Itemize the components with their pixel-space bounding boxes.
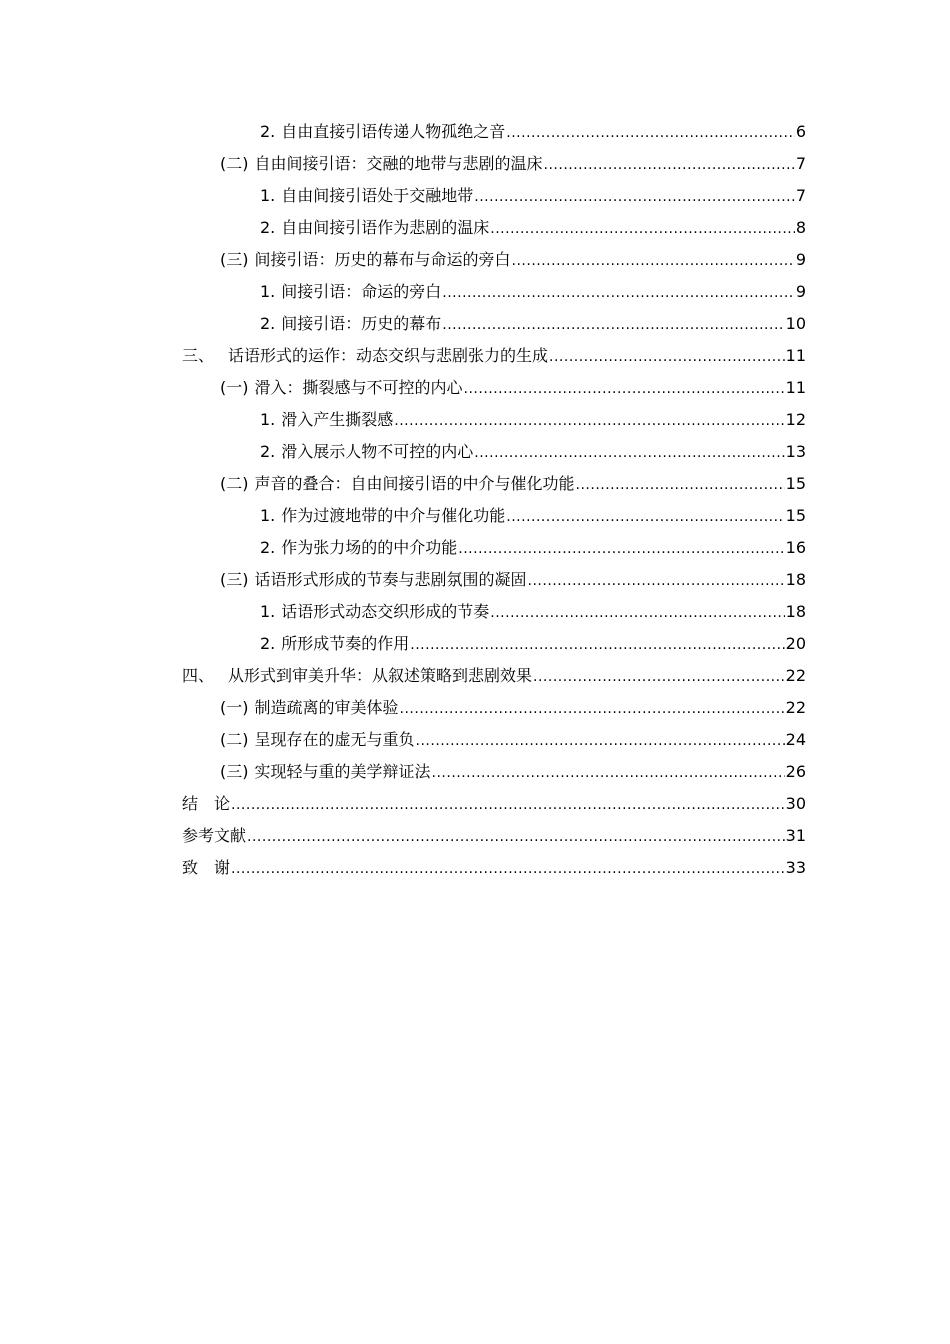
toc-entry-page: 7: [795, 186, 806, 205]
toc-entry-page: 30: [785, 794, 806, 813]
toc-entry-page: 24: [785, 730, 806, 749]
toc-leader-dots: [458, 533, 784, 565]
toc-leader-dots: [442, 277, 795, 309]
toc-entry-number: 1.: [260, 410, 276, 429]
toc-entry-title: 声音的叠合：自由间接引语的中介与催化功能: [254, 474, 575, 493]
toc-entry-number: 2.: [260, 634, 276, 653]
toc-leader-dots: [506, 501, 784, 533]
toc-entry-number: 2.: [260, 538, 276, 557]
toc-entry[interactable]: [182, 148, 806, 180]
toc-entry-page: 22: [785, 698, 806, 717]
toc-entry[interactable]: [182, 276, 806, 308]
toc-entry[interactable]: [182, 756, 806, 788]
toc-entry-page: 7: [795, 154, 806, 173]
toc-entry[interactable]: [182, 436, 806, 468]
toc-entry-number: 2.: [260, 442, 276, 461]
toc-entry-number: (一): [220, 698, 249, 717]
toc-entry[interactable]: [182, 692, 806, 724]
toc-entry-number: 1.: [260, 282, 276, 301]
toc-entry-title: 实现轻与重的美学辩证法: [254, 762, 431, 781]
toc-entry-title: 自由间接引语：交融的地带与悲剧的温床: [254, 154, 543, 173]
toc-entry[interactable]: [182, 308, 806, 340]
toc-entry-page: 31: [785, 826, 806, 845]
toc-entry[interactable]: [182, 180, 806, 212]
toc-entry[interactable]: [182, 564, 806, 596]
toc-leader-dots: [490, 597, 784, 629]
toc-entry[interactable]: [182, 244, 806, 276]
toc-entry-title: 话语形式形成的节奏与悲剧氛围的凝固: [254, 570, 527, 589]
toc-leader-dots: [506, 117, 795, 149]
toc-entry[interactable]: [182, 628, 806, 660]
toc-entry-page: 16: [785, 538, 806, 557]
toc-entry-number: 四、: [182, 666, 215, 685]
toc-entry-number: 2.: [260, 218, 276, 237]
toc-entry-title: 间接引语：历史的幕布与命运的旁白: [254, 250, 511, 269]
toc-entry-title: 结 论: [182, 794, 231, 813]
toc-entry-title: 所形成节奏的作用: [281, 634, 410, 653]
toc-leader-dots: [474, 181, 795, 213]
toc-leader-dots: [410, 629, 784, 661]
toc-entry-title: 自由间接引语作为悲剧的温床: [281, 218, 490, 237]
toc-entry[interactable]: [182, 404, 806, 436]
toc-entry-page: 15: [785, 506, 806, 525]
toc-leader-dots: [400, 693, 785, 725]
toc-entry-page: 13: [785, 442, 806, 461]
toc-entry-title: 从形式到审美升华：从叙述策略到悲剧效果: [228, 666, 533, 685]
toc-entry-number: 2.: [260, 314, 276, 333]
toc-entry-page: 11: [785, 378, 806, 397]
toc-entry-title: 滑入产生撕裂感: [281, 410, 394, 429]
toc-entry[interactable]: [182, 372, 806, 404]
toc-entry[interactable]: [182, 500, 806, 532]
toc-entry-title: 致 谢: [182, 858, 231, 877]
toc-entry-number: 1.: [260, 186, 276, 205]
toc-entry-title: 作为张力场的的中介功能: [281, 538, 458, 557]
toc-entry[interactable]: [182, 340, 806, 372]
toc-entry-page: 15: [785, 474, 806, 493]
toc-leader-dots: [394, 405, 784, 437]
toc-leader-dots: [533, 661, 785, 693]
toc-entry[interactable]: [182, 212, 806, 244]
toc-entry-number: (二): [220, 154, 249, 173]
toc-entry-page: 9: [795, 282, 806, 301]
toc-entry-page: 18: [785, 602, 806, 621]
toc-leader-dots: [490, 213, 795, 245]
toc-entry-number: 1.: [260, 506, 276, 525]
toc-entry-title: 间接引语：命运的旁白: [281, 282, 442, 301]
toc-entry-title: 作为过渡地带的中介与催化功能: [281, 506, 506, 525]
toc-entry-number: (一): [220, 378, 249, 397]
toc-entry-conclusion[interactable]: [182, 788, 806, 820]
toc-leader-dots: [576, 469, 785, 501]
toc-entry-page: 26: [785, 762, 806, 781]
toc-entry-number: (三): [220, 762, 249, 781]
toc-entry-title: 话语形式的运作：动态交织与悲剧张力的生成: [228, 346, 549, 365]
toc-entry-references[interactable]: [182, 820, 806, 852]
toc-entry-number: 三、: [182, 346, 215, 365]
toc-entry-title: 滑入：撕裂感与不可控的内心: [254, 378, 463, 397]
toc-leader-dots: [416, 725, 785, 757]
toc-leader-dots: [231, 853, 785, 885]
toc-entry-page: 11: [785, 346, 806, 365]
toc-entry-title: 制造疏离的审美体验: [254, 698, 399, 717]
toc-entry-page: 33: [785, 858, 806, 877]
toc-entry-page: 22: [785, 666, 806, 685]
toc-entry-page: 6: [795, 122, 806, 141]
toc-leader-dots: [442, 309, 784, 341]
toc-entry-page: 8: [795, 218, 806, 237]
toc-entry-acknowledgements[interactable]: [182, 852, 806, 884]
table-of-contents: [182, 116, 806, 884]
toc-entry-title: 滑入展示人物不可控的内心: [281, 442, 474, 461]
toc-leader-dots: [474, 437, 784, 469]
toc-entry-page: 18: [785, 570, 806, 589]
toc-leader-dots: [247, 821, 785, 853]
toc-entry-number: (三): [220, 570, 249, 589]
toc-leader-dots: [464, 373, 785, 405]
toc-entry-number: (二): [220, 474, 249, 493]
toc-entry-title: 间接引语：历史的幕布: [281, 314, 442, 333]
toc-leader-dots: [544, 149, 795, 181]
toc-entry[interactable]: [182, 468, 806, 500]
toc-entry[interactable]: [182, 116, 806, 148]
toc-entry[interactable]: [182, 724, 806, 756]
toc-entry-page: 20: [785, 634, 806, 653]
toc-entry-number: 2.: [260, 122, 276, 141]
toc-leader-dots: [512, 245, 795, 277]
toc-entry-title: 话语形式动态交织形成的节奏: [281, 602, 490, 621]
toc-leader-dots: [528, 565, 785, 597]
toc-entry-page: 12: [785, 410, 806, 429]
toc-entry-page: 9: [795, 250, 806, 269]
toc-leader-dots: [432, 757, 785, 789]
toc-entry[interactable]: [182, 532, 806, 564]
toc-entry-title: 自由直接引语传递人物孤绝之音: [281, 122, 506, 141]
toc-entry-page: 10: [785, 314, 806, 333]
toc-entry-title: 自由间接引语处于交融地带: [281, 186, 474, 205]
toc-entry[interactable]: [182, 660, 806, 692]
toc-entry-number: (二): [220, 730, 249, 749]
toc-entry-number: (三): [220, 250, 249, 269]
toc-leader-dots: [231, 789, 785, 821]
toc-entry[interactable]: [182, 596, 806, 628]
toc-leader-dots: [549, 341, 785, 373]
toc-entry-number: 1.: [260, 602, 276, 621]
toc-entry-title: 呈现存在的虚无与重负: [254, 730, 415, 749]
toc-entry-title: 参考文献: [182, 826, 247, 845]
